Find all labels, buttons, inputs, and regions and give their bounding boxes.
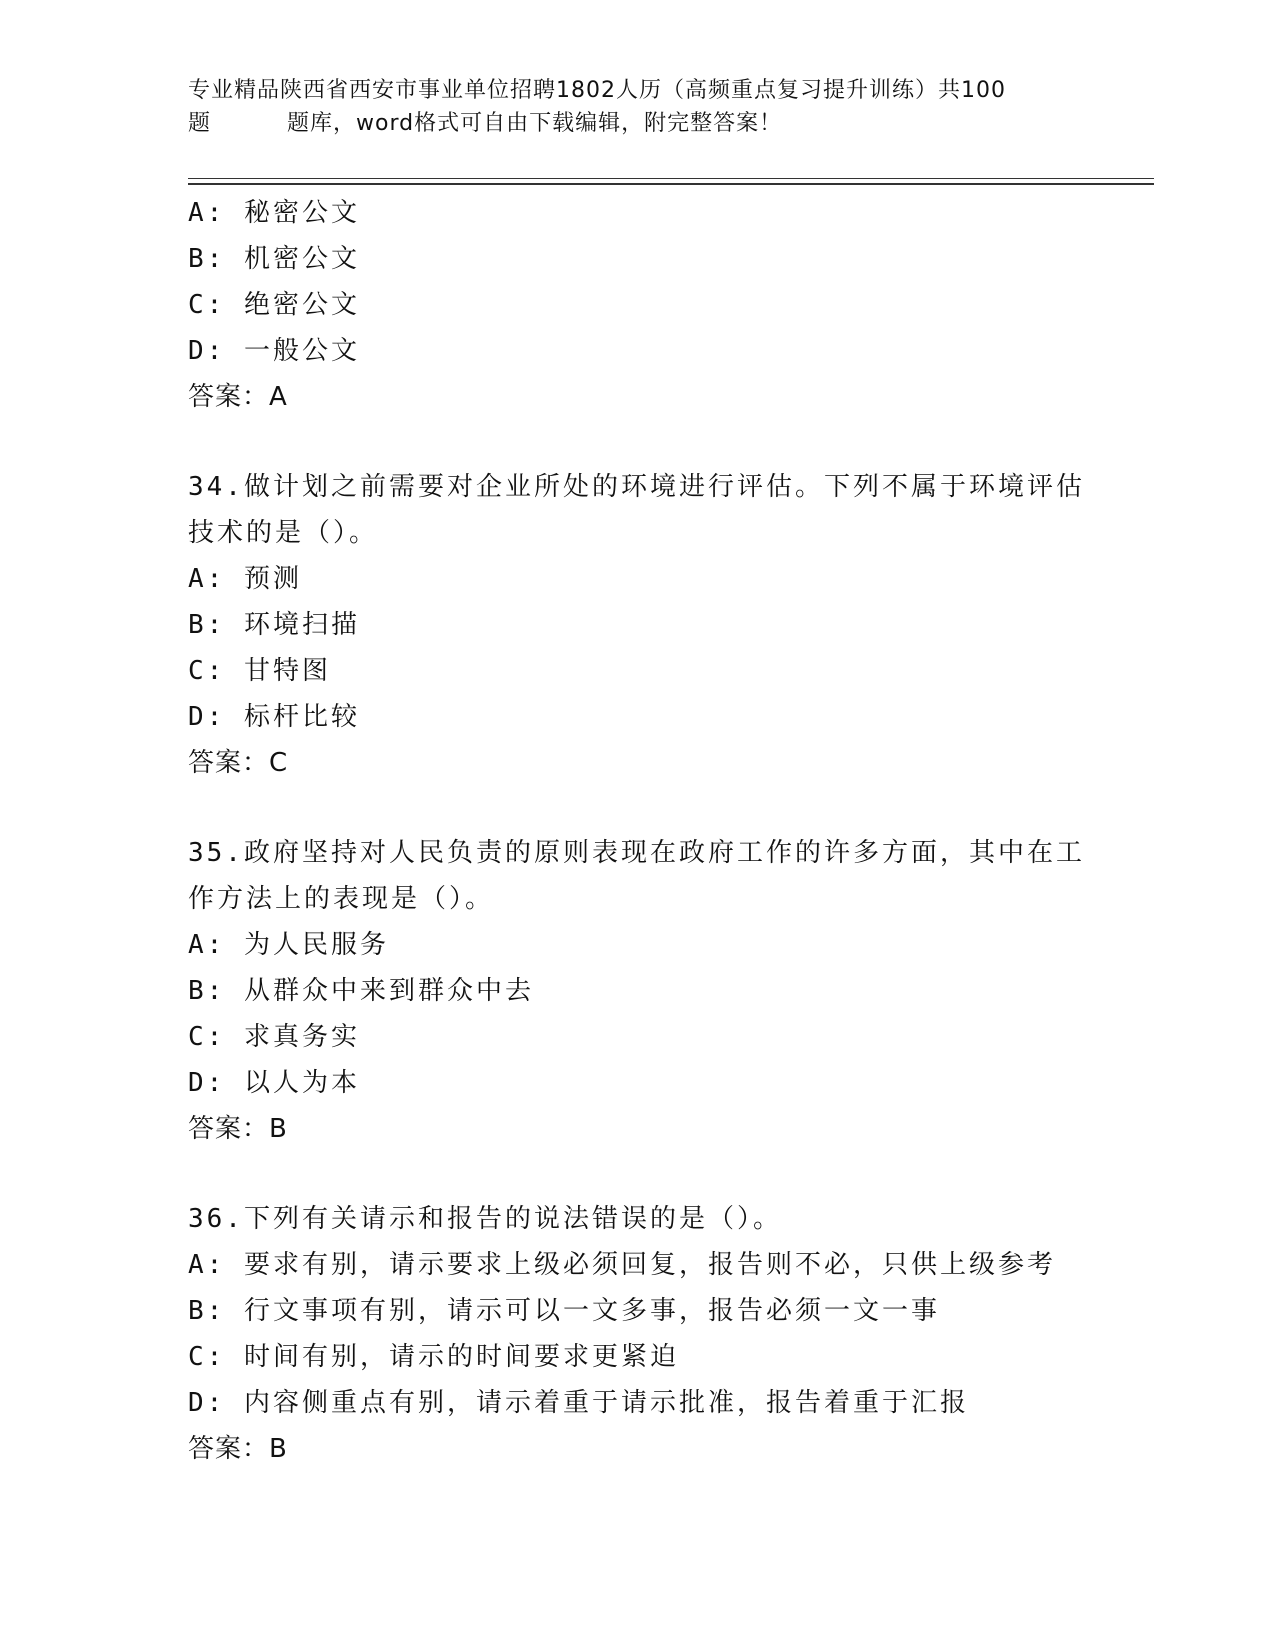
option-d: D: 标杆比较 <box>188 702 360 732</box>
header-line-2 <box>188 107 1068 140</box>
option-a: A: 秘密公文 <box>188 198 360 228</box>
question-text-line-2: 技术的是（）。 <box>188 518 379 548</box>
question-text-line-2: 作方法上的表现是（）。 <box>188 884 495 914</box>
question-34 <box>188 464 1088 786</box>
question-text-line-1: 34.做计划之前需要对企业所处的环境进行评估。下列不属于环境评估 <box>188 472 1085 502</box>
header-line-2-rest: 题库，word格式可自由下载编辑，附完整答案！ <box>287 111 783 136</box>
document-header <box>188 74 1068 140</box>
answer-line: 答案：B <box>188 1114 288 1144</box>
header-line-1: 专业精品陕西省西安市事业单位招聘1802人历（高频重点复习提升训练）共100 <box>188 78 1006 103</box>
option-b: B: 环境扫描 <box>188 610 360 640</box>
question-content <box>188 190 1088 1472</box>
option-b: B: 机密公文 <box>188 244 360 274</box>
answer-line: 答案：B <box>188 1434 288 1464</box>
answer-line: 答案：C <box>188 748 289 778</box>
option-d: D: 一般公文 <box>188 336 360 366</box>
question-36 <box>188 1196 1088 1472</box>
header-rule-thick <box>188 183 1154 185</box>
option-a: A: 要求有别，请示要求上级必须回复，报告则不必，只供上级参考 <box>188 1250 1056 1280</box>
question-text-line-1: 35.政府坚持对人民负责的原则表现在政府工作的许多方面，其中在工 <box>188 838 1085 868</box>
option-b: B: 行文事项有别，请示可以一文多事，报告必须一文一事 <box>188 1296 940 1326</box>
option-a: A: 预测 <box>188 564 302 594</box>
option-c: C: 求真务实 <box>188 1022 360 1052</box>
option-b: B: 从群众中来到群众中去 <box>188 976 534 1006</box>
option-c: C: 时间有别，请示的时间要求更紧迫 <box>188 1342 679 1372</box>
question-35 <box>188 830 1088 1152</box>
option-c: C: 绝密公文 <box>188 290 360 320</box>
option-a: A: 为人民服务 <box>188 930 389 960</box>
option-d: D: 内容侧重点有别，请示着重于请示批准，报告着重于汇报 <box>188 1388 969 1418</box>
option-d: D: 以人为本 <box>188 1068 360 1098</box>
header-rule-thin <box>188 178 1154 179</box>
question-text-line-1: 36.下列有关请示和报告的说法错误的是（）。 <box>188 1204 782 1234</box>
header-line-2-start: 题 <box>188 111 212 136</box>
option-c: C: 甘特图 <box>188 656 331 686</box>
question-33-continued <box>188 190 1088 420</box>
answer-line: 答案：A <box>188 382 288 412</box>
